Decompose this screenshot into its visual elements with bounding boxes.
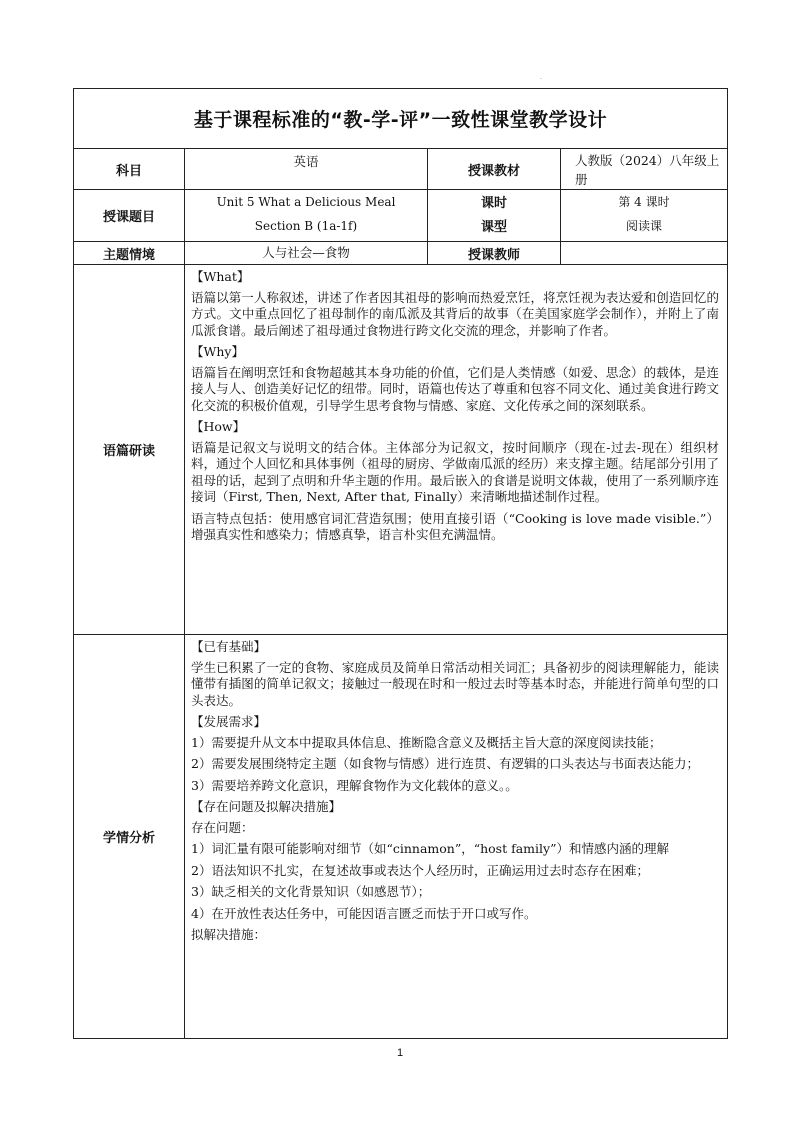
- topic-line-2: Section B (1a-1f): [254, 219, 358, 233]
- problem-item: 2）语法知识不扎实，在复述故事或表达个人经历时，正确运用过去时态存在困难；: [191, 862, 649, 878]
- theme-row: [74, 242, 728, 265]
- teacher-label: 授课教师: [428, 242, 561, 265]
- period-type-labels: [428, 190, 561, 242]
- subject-row: [74, 149, 728, 190]
- why-heading: 【Why】: [191, 344, 244, 359]
- subject-label: 科目: [74, 149, 185, 190]
- scan-dot: ·: [540, 76, 542, 83]
- topic-line-1: Unit 5 What a Delicious Meal: [216, 195, 396, 209]
- topic-row: [74, 190, 728, 242]
- why-text: 语篇旨在阐明烹饪和食物超越其本身功能的价值，它们是人类情感（如爱、思念）的载体，是连接人与人、创造美好记忆的纽带。同时，语篇也传达了尊重和包容不同文化、通过美食进行跨文化交流的积极价值观，引导学生思考食物与情感、家庭、文化传承之间的深刻联系。: [191, 364, 719, 413]
- what-text: 语篇以第一人称叙述，讲述了作者因其祖母的影响而热爱烹饪，将烹饪视为表达爱和创造回忆的方式。文中重点回忆了祖母制作的南瓜派及其背后的故事（在美国家庭学会制作），并附上了南瓜派食谱。最后阐述了祖母通过食物进行跨文化交流的理念，并影响了作者。: [191, 289, 719, 338]
- type-value: 阅读课: [625, 219, 662, 233]
- period-type-values: [561, 190, 728, 242]
- need-item: 2）需要发展围绕特定主题（如食物与情感）进行连贯、有逻辑的口头表达与书面表达能力；: [191, 756, 699, 771]
- text-study-content: [185, 265, 728, 635]
- type-label: 课型: [480, 219, 507, 235]
- problem-item: 4）在开放性表达任务中，可能因语言匮乏而怯于开口或写作。: [191, 905, 537, 921]
- topic-value: [185, 190, 428, 242]
- topic-label: 授课题目: [74, 190, 185, 242]
- how-heading: 【How】: [191, 419, 246, 434]
- material-value: 人教版（2024）八年级上册: [561, 149, 728, 190]
- subject-value: 英语: [185, 149, 428, 190]
- need-item: 1）需要提升从文本中提取具体信息、推断隐含意义及概括主旨大意的深度阅读技能；: [191, 734, 662, 750]
- problem-item: 1）词汇量有限可能影响对细节（如“cinnamon”，“host family”）和情感内涵的理解: [191, 841, 669, 856]
- page-title: 基于课程标准的“教-学-评”一致性课堂教学设计: [74, 89, 728, 149]
- needs-heading: 【发展需求】: [191, 714, 267, 729]
- period-label: 课时: [480, 195, 507, 211]
- text-study-row: [74, 265, 728, 635]
- problems-heading: 【存在问题及拟解决措施】: [191, 799, 342, 814]
- learner-analysis-row: [74, 635, 728, 1039]
- material-label: 授课教材: [428, 149, 561, 190]
- teacher-value: [561, 242, 728, 265]
- basis-heading: 【已有基础】: [191, 639, 267, 654]
- period-value: 第 4 课时: [618, 195, 670, 209]
- page-number: 1: [396, 1047, 404, 1059]
- problem-item: 3）缺乏相关的文化背景知识（如感恩节）；: [191, 884, 431, 899]
- need-item: 3）需要培养跨文化意识，理解食物作为文化载体的意义。。: [191, 777, 518, 793]
- basis-text: 学生已积累了一定的食物、家庭成员及简单日常活动相关词汇；具备初步的阅读理解能力，能读懂带有插图的简单记叙文；接触过一般现在时和一般过去时等基本时态，并能进行简单句型的口头表达。: [191, 659, 719, 708]
- title-row: [74, 89, 728, 149]
- solutions-intro: 拟解决措施：: [191, 927, 267, 942]
- features-text: 语言特点包括：使用感官词汇营造氛围；使用直接引语（“Cooking is love made visible.”）增强真实性和感染力；情感真挚，语言朴实但充满温情。: [191, 510, 719, 542]
- how-text: 语篇是记叙文与说明文的结合体。主体部分为记叙文，按时间顺序（现在-过去-现在）组织材料，通过个人回忆和具体事例（祖母的厨房、学做南瓜派的经历）来支撑主题。结尾部分引用了祖母的话，起到了点明和升华主题的作用。最后嵌入的食谱是说明文体裁，使用了一系列顺序连接词（First, Then, Next, After that, Finally）来清晰地描述制作过程。: [191, 439, 719, 504]
- learner-analysis-label: 学情分析: [74, 635, 185, 1039]
- what-heading: 【What】: [191, 269, 250, 284]
- learner-analysis-content: [185, 635, 728, 1039]
- problems-intro: 存在问题：: [191, 819, 254, 835]
- text-study-label: 语篇研读: [74, 265, 185, 635]
- lesson-plan-table: [73, 88, 728, 1039]
- theme-value: 人与社会—食物: [185, 242, 428, 265]
- theme-label: 主题情境: [74, 242, 185, 265]
